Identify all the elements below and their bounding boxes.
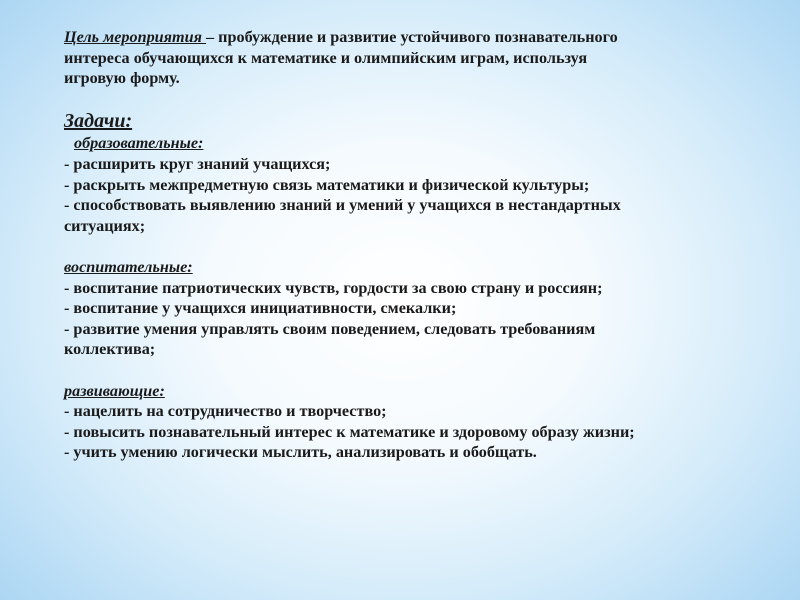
list-item: коллектива;: [64, 340, 156, 359]
goal-text: интереса обучающихся к математике и олимпийским играм, используя: [64, 48, 588, 67]
goal-text: – пробуждение и развитие устойчивого познавательного: [206, 28, 618, 46]
list-item: - повысить познавательный интерес к математике и здоровому образу жизни;: [64, 422, 635, 441]
list-item: - нацелить на сотрудничество и творчество;: [64, 402, 387, 421]
section-title-educational: образовательные:: [74, 134, 204, 153]
section-title-developmental: развивающие:: [64, 381, 165, 400]
tasks-title: Задачи:: [64, 110, 133, 133]
spacer: [64, 236, 784, 257]
goal-label: Цель мероприятия: [64, 28, 207, 46]
spacer: [64, 360, 784, 381]
list-item: - раскрыть межпредметную связь математики и физической культуры;: [64, 175, 590, 194]
list-item: - учить умению логически мыслить, анализировать и обобщать.: [64, 443, 537, 462]
spacer: [64, 89, 784, 110]
list-item: - воспитание патриотических чувств, гордости за свою страну и россиян;: [64, 278, 603, 297]
goal-line-1: [64, 27, 784, 48]
list-item: - развитие умения управлять своим поведением, следовать требованиям: [64, 319, 596, 338]
section-title-upbringing: воспитательные:: [64, 257, 193, 276]
list-item: - воспитание у учащихся инициативности, смекалки;: [64, 299, 457, 318]
goal-text: игровую форму.: [64, 69, 180, 88]
slide-content: [64, 27, 784, 463]
list-item: - способствовать выявлению знаний и умений у учащихся в нестандартных: [64, 196, 621, 215]
list-item: - расширить круг знаний учащихся;: [64, 154, 331, 173]
list-item: ситуациях;: [64, 216, 146, 235]
